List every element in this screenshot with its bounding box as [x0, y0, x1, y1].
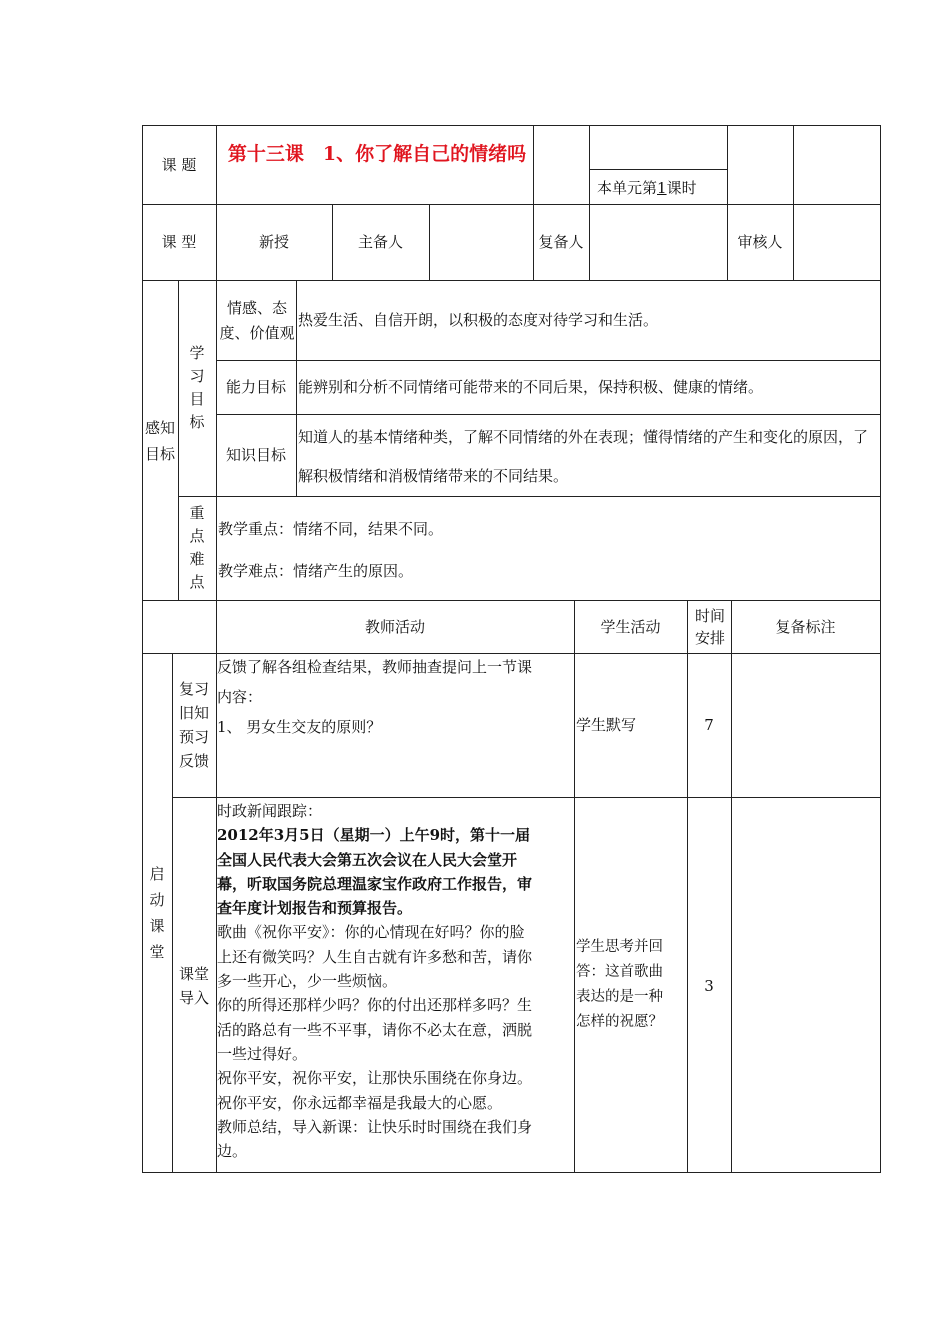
section-label-start [142, 853, 172, 973]
notes-header: 复备标注 [775, 617, 836, 636]
start-label-char: 课 [149, 917, 165, 935]
rule [172, 797, 881, 798]
key-points-char: 难 [189, 550, 205, 568]
intro-label-part: 课堂 [178, 965, 209, 983]
key-points-char: 重 [189, 504, 205, 522]
song-line: 祝你平安，祝你平安，让那快乐围绕在你身边。 [217, 1069, 533, 1088]
review-label-part: 旧知 [178, 704, 209, 722]
rule [731, 600, 732, 1173]
learning-goals-label [178, 280, 216, 496]
intro-label [172, 960, 216, 1012]
start-label-char: 启 [149, 865, 165, 883]
intro-student-text [576, 935, 686, 1039]
review-label [172, 653, 216, 797]
intro-label-part: 导入 [178, 989, 209, 1007]
rule [142, 125, 143, 1173]
period-prefix: 本单元第 [597, 179, 658, 197]
rule [142, 125, 881, 126]
start-label-char: 动 [149, 891, 165, 909]
type-label: 课 型 [161, 233, 197, 251]
song-line: 多一些开心，少一些烦恼。 [217, 972, 398, 991]
student-line: 答：这首歌曲 [576, 964, 663, 980]
news-line: 全国人民代表大会第五次会议在人民大会堂开 [217, 850, 518, 869]
key-points-char: 点 [189, 573, 205, 591]
rule [296, 280, 297, 496]
student-line: 怎样的祝愿？ [576, 1014, 663, 1030]
lesson-title-text: 第十三课 1、你了解自己的情绪吗 [227, 143, 527, 165]
difficulty-text: 教学难点：情绪产生的原因。 [218, 562, 414, 580]
rule [178, 496, 881, 497]
key-point-text: 教学重点：情绪不同，结果不同。 [218, 520, 444, 538]
review-label-part: 反馈 [178, 752, 209, 770]
learning-goals-char: 目 [189, 390, 205, 408]
rule [590, 169, 727, 170]
review-line: 反馈了解各组检查结果，教师抽查提问上一节课 [217, 658, 533, 676]
period-info [597, 175, 727, 201]
intro-time: 3 [704, 977, 714, 995]
teacher-activity-header: 教师活动 [364, 617, 425, 636]
objective-label-ability: 能力目标 [225, 378, 286, 396]
key-points-label [178, 496, 216, 600]
main-preparer-label: 主备人 [357, 233, 403, 251]
review-line: 1、 男女生交友的原则？ [217, 718, 382, 736]
reviewer-label: 审核人 [737, 233, 783, 251]
period-suffix: 课时 [666, 179, 697, 197]
song-line: 边。 [217, 1142, 248, 1161]
song-line: 一些过得好。 [217, 1044, 308, 1063]
review-label-part: 预习 [178, 728, 209, 746]
time-header-text: 时间安排 [694, 606, 725, 647]
period-number: 1 [657, 179, 667, 197]
review-time: 7 [704, 716, 714, 734]
rule [216, 414, 881, 415]
topic-label: 课 题 [161, 155, 197, 174]
news-line: 查年度计划报告和预算报告。 [217, 899, 413, 918]
lesson-title [222, 141, 532, 201]
song-line: 你的所得还那样少吗？你的付出还那样多吗？生 [217, 996, 533, 1015]
review-student-text: 学生默写 [576, 716, 637, 734]
rule [429, 204, 430, 280]
intro-teacher-text [217, 799, 574, 1171]
rule [574, 600, 575, 1173]
objective-label-attitude [218, 282, 296, 360]
song-line: 教师总结，导入新课：让快乐时时围绕在我们身 [217, 1117, 533, 1136]
student-line: 学生思考并回 [576, 939, 663, 955]
co-preparer-label: 复备人 [538, 233, 584, 251]
objective-text-attitude: 热爱生活、自信开朗，以积极的态度对待学习和生活。 [298, 311, 659, 329]
review-line: 内容： [217, 688, 263, 706]
rule [793, 125, 794, 280]
news-line: 幕，听取国务院总理温家宝作政府工作报告，审 [217, 874, 533, 893]
objective-text-knowledge: 知道人的基本情绪种类，了解不同情绪的外在表现；懂得情绪的产生和变化的原因，了解积极情绪和消极情绪带来的不同结果。 [298, 428, 869, 485]
song-line: 祝你平安，你永远都幸福是我最大的心愿。 [217, 1093, 503, 1112]
news-line: 2012年3月5日（星期一）上午9时，第十一届 [217, 826, 531, 845]
rule [142, 1172, 881, 1173]
song-line: 歌曲《祝你平安》：你的心情现在好吗？你的脸 [217, 923, 525, 942]
objective-text-ability: 能辨别和分析不同情绪可能带来的不同后果，保持积极、健康的情绪。 [298, 378, 764, 396]
section-label-text: 感知目标 [144, 419, 175, 463]
learning-goals-char: 习 [189, 367, 205, 385]
objective-label-text: 情感、态度、价值观 [219, 299, 295, 342]
learning-goals-char: 标 [189, 413, 205, 431]
song-line: 上还有微笑吗？人生自古就有许多愁和苦，请你 [217, 947, 533, 966]
start-label-char: 堂 [149, 943, 165, 961]
learning-goals-char: 学 [189, 344, 205, 362]
rule [589, 125, 590, 280]
news-heading: 时政新闻跟踪： [217, 802, 323, 820]
rule [880, 125, 881, 1173]
student-activity-header: 学生活动 [600, 617, 661, 636]
key-points-char: 点 [189, 527, 205, 545]
objective-label-knowledge: 知识目标 [225, 446, 286, 464]
review-teacher-text [217, 653, 574, 797]
student-line: 表达的是一种 [576, 989, 663, 1005]
time-header [689, 600, 731, 653]
type-value: 新授 [258, 233, 289, 251]
song-line: 活的路总有一些不平事，请你不必太在意，洒脱 [217, 1020, 533, 1039]
review-label-part: 复习 [178, 680, 209, 698]
section-label-objectives [142, 415, 178, 467]
